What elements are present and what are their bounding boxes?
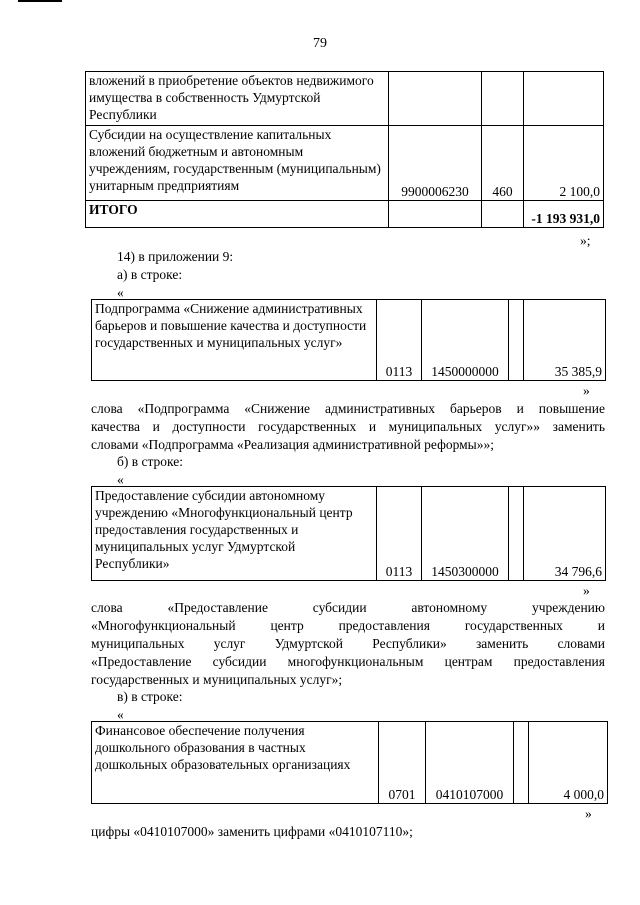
row-amount	[524, 72, 604, 126]
open-quote: «	[117, 285, 124, 300]
row-empty	[514, 722, 529, 804]
row-section: 0701	[379, 722, 426, 804]
text-line: муниципальных услуг Удмуртской Республики» заменить словами	[91, 636, 605, 651]
row-section: 0113	[377, 487, 422, 581]
total-amount: -1 193 931,0	[524, 201, 604, 228]
text-line: словами «Подпрограмма «Реализация административной реформы»»;	[91, 437, 494, 452]
close-quote: »	[585, 806, 592, 821]
text-line: государственных и муниципальных услуг»;	[91, 672, 343, 687]
row-code: 1450300000	[422, 487, 509, 581]
row-name: Субсидии на осуществление капитальных вложений бюджетным и автономным учреждениям, государственным (муниципальным) унитарным предприятиям	[86, 126, 389, 201]
total-label: ИТОГО	[86, 201, 389, 228]
row-amount: 34 796,6	[524, 487, 606, 581]
text-line: слова «Предоставление субсидии автономному учреждению	[91, 600, 605, 615]
close-quote: »	[583, 583, 590, 598]
row-name: вложений в приобретение объектов недвижимого имущества в собственность Удмуртской Республики	[86, 72, 389, 126]
row-code: 9900006230	[389, 126, 482, 201]
total-row	[86, 201, 604, 228]
open-quote: «	[117, 472, 124, 487]
close-quote: »	[583, 383, 590, 398]
row-name: Предоставление субсидии автономному учреждению «Многофункциональный центр предоставления государственных и муниципальных услуг Удмуртской Республики»	[92, 487, 377, 581]
row-amount: 2 100,0	[524, 126, 604, 201]
row-code	[389, 72, 482, 126]
sub-b-label: б) в строке:	[117, 454, 184, 469]
top-rule	[18, 0, 62, 2]
close-quote: »;	[580, 233, 591, 248]
total-empty	[389, 201, 482, 228]
table-row	[92, 487, 606, 581]
page-number: 79	[313, 36, 327, 51]
text-line: «Многофункциональный центр предоставления государственных и	[91, 618, 605, 633]
row-type	[482, 72, 524, 126]
table-row	[86, 126, 604, 201]
table-row	[92, 722, 608, 804]
open-quote: «	[117, 707, 124, 722]
budget-table-1	[85, 71, 604, 228]
text-line: «Предоставление субсидии многофункциональным центрам предоставления	[91, 654, 605, 669]
sub-v-label: в) в строке:	[117, 689, 183, 704]
budget-table-a	[91, 299, 606, 381]
text-line: качества и доступности государственных и муниципальных услуг»» заменить	[91, 419, 605, 434]
budget-table-v	[91, 721, 608, 804]
total-empty	[482, 201, 524, 228]
row-type: 460	[482, 126, 524, 201]
row-empty	[509, 300, 524, 381]
item-14-heading: 14) в приложении 9:	[117, 249, 234, 264]
row-section: 0113	[377, 300, 422, 381]
row-name: Финансовое обеспечение получения дошкольного образования в частных дошкольных образовательных организациях	[92, 722, 379, 804]
table-row	[92, 300, 606, 381]
sub-a-label: а) в строке:	[117, 267, 183, 282]
row-amount: 4 000,0	[529, 722, 608, 804]
budget-table-b	[91, 486, 606, 581]
row-name: Подпрограмма «Снижение административных барьеров и повышение качества и доступности государственных и муниципальных услуг»	[92, 300, 377, 381]
row-code: 0410107000	[426, 722, 514, 804]
row-amount: 35 385,9	[524, 300, 606, 381]
text-line: цифры «0410107000» заменить цифрами «0410107110»;	[91, 824, 413, 839]
text-line: слова «Подпрограмма «Снижение административных барьеров и повышение	[91, 401, 605, 416]
row-code: 1450000000	[422, 300, 509, 381]
row-empty	[509, 487, 524, 581]
table-row	[86, 72, 604, 126]
